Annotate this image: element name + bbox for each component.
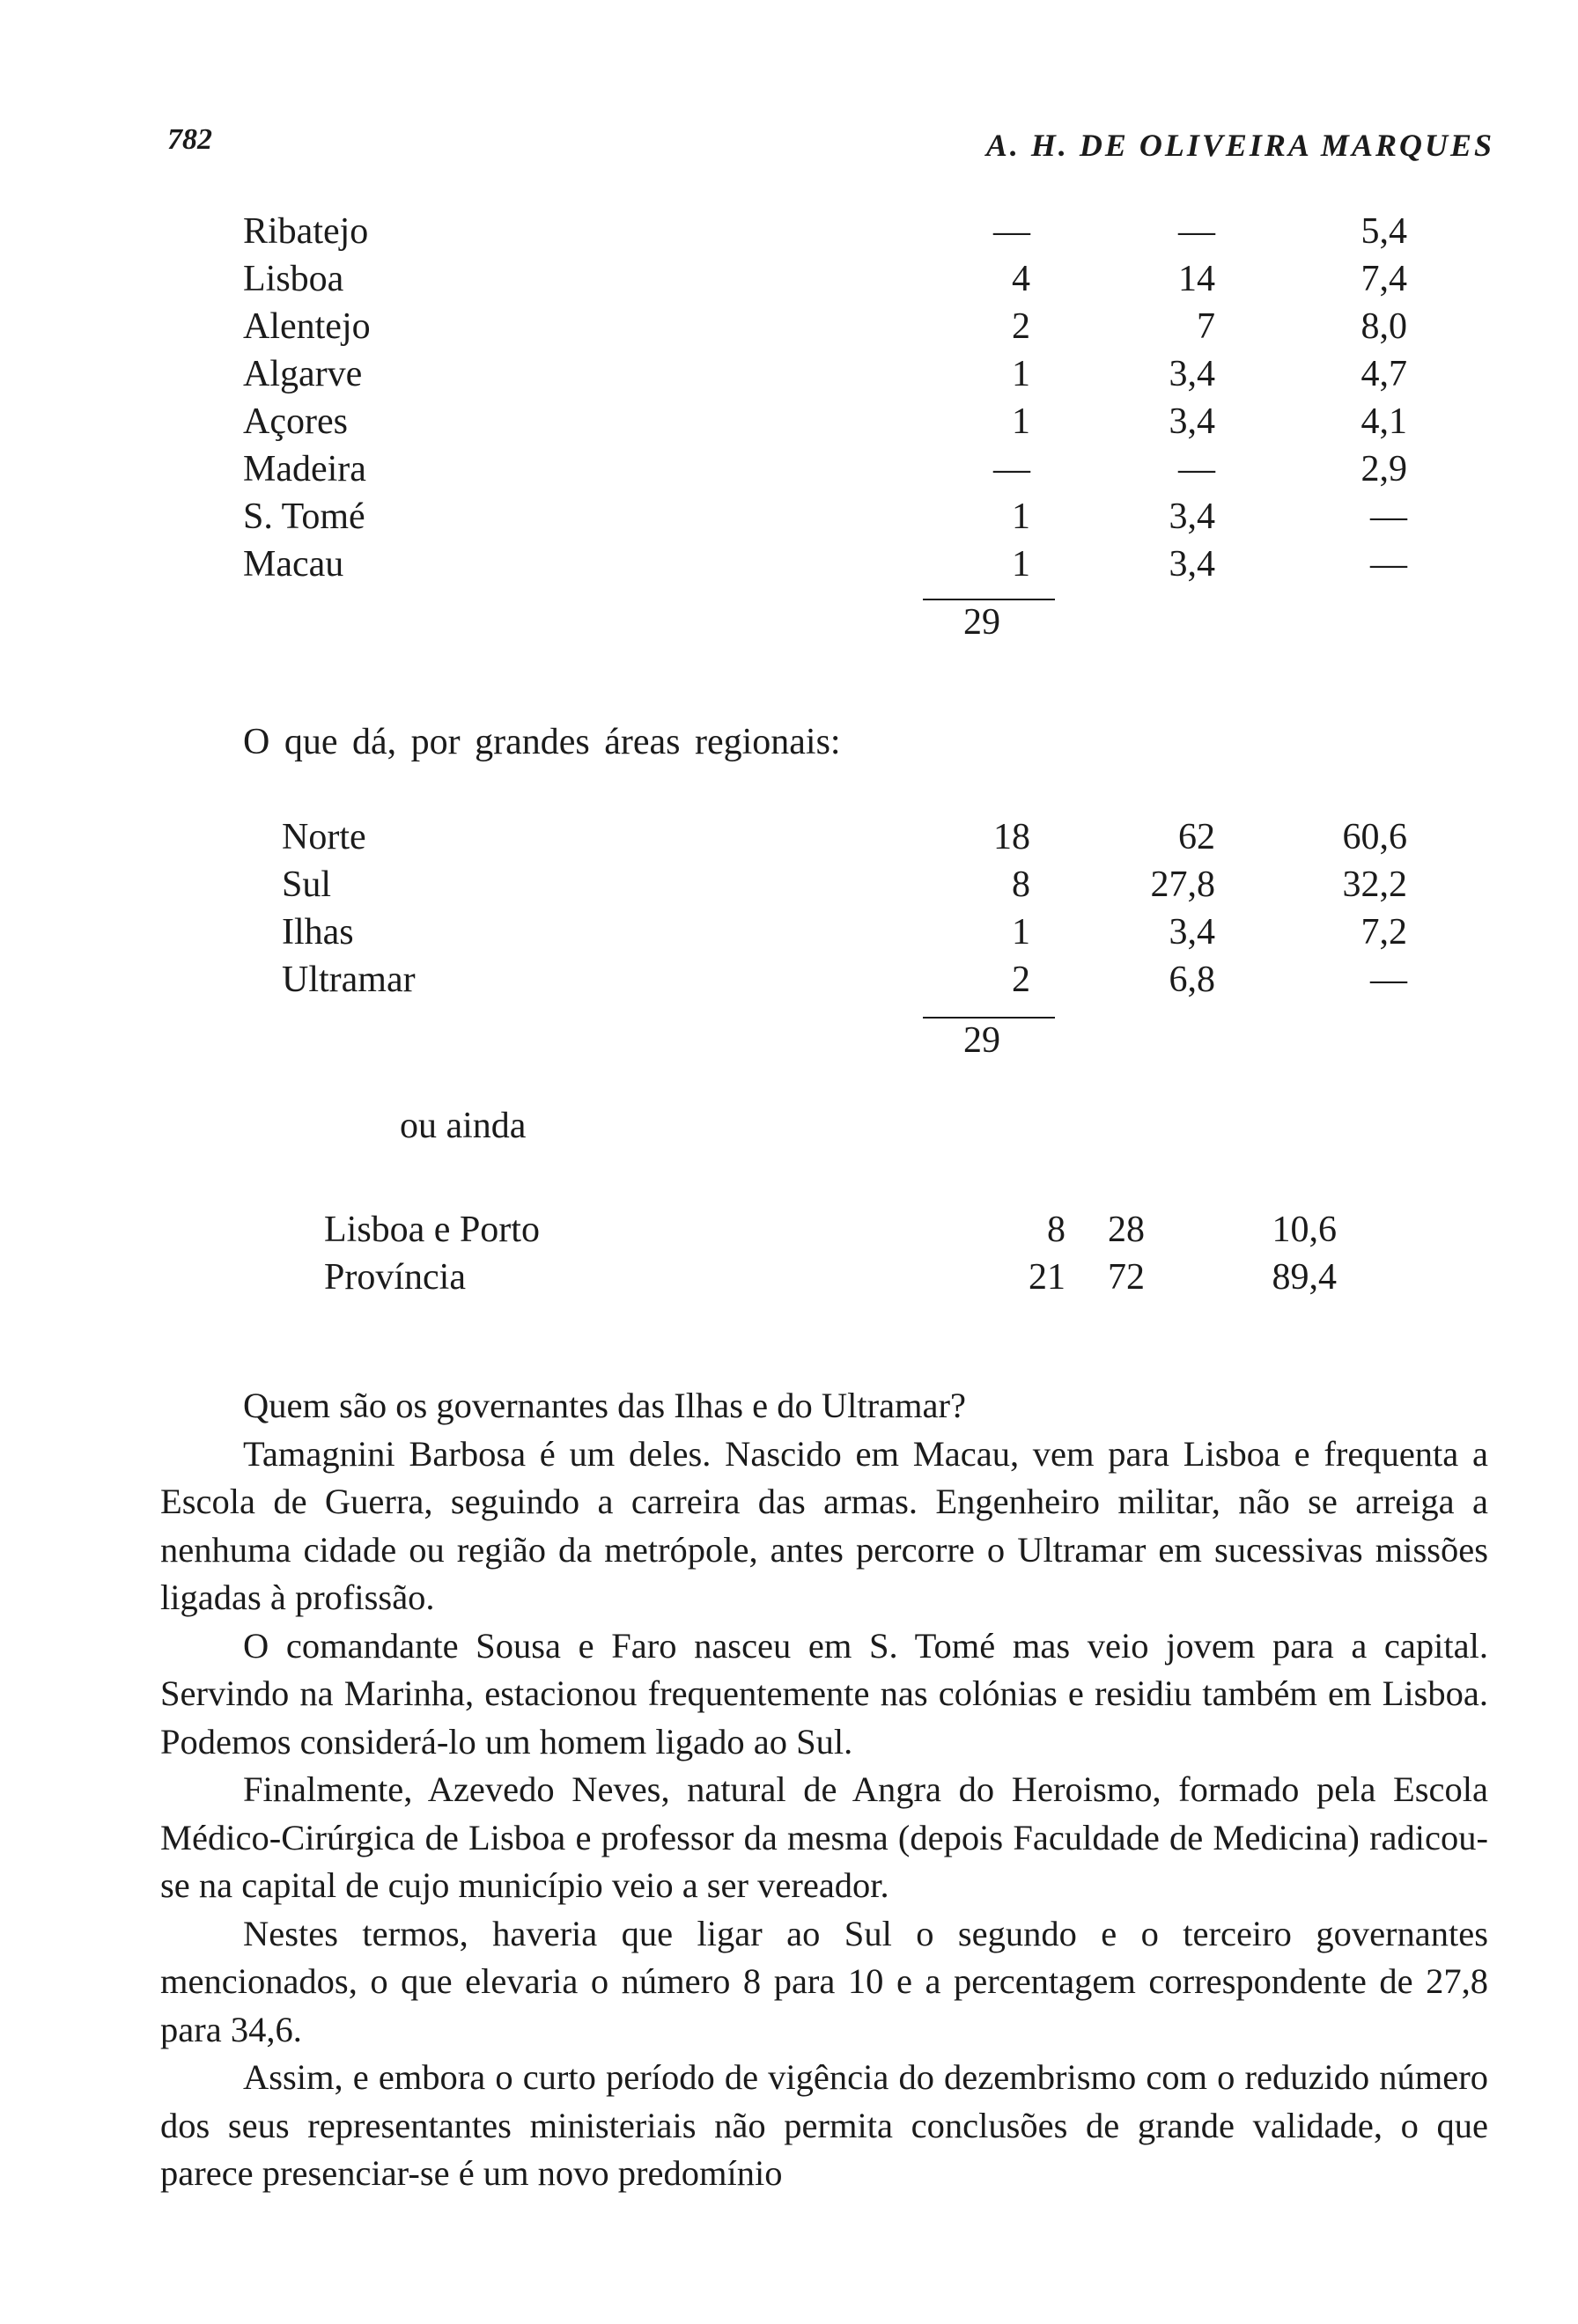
row-label: Ribatejo <box>243 211 369 252</box>
table-row <box>0 208 1578 255</box>
row-percentage: — <box>1178 449 1215 489</box>
row-count: 1 <box>1012 544 1030 585</box>
paragraph: O comandante Sousa e Faro nasceu em S. Tomé mas veio jovem para a capital. Servindo na Marinha, estacionou frequentemente nas colónias e residiu também em Lisboa. Podemos considerá-lo um homem ligado ao Sul. <box>160 1625 1488 1761</box>
row-reference-percentage: — <box>1370 960 1407 1000</box>
row-label: Açores <box>243 401 348 442</box>
running-head: A. H. DE OLIVEIRA MARQUES <box>985 128 1494 163</box>
table-row <box>0 861 1578 908</box>
row-reference-percentage: 5,4 <box>1360 211 1407 252</box>
paragraph: Quem são os governantes das Ilhas e do Ultramar? <box>243 1386 966 1425</box>
row-label: Norte <box>282 817 366 857</box>
paragraph: Tamagnini Barbosa é um deles. Nascido em Macau, vem para Lisboa e frequenta a Escola de Guerra, seguindo a carreira das armas. Engenheiro militar, não se arreiga a nenhuma cidade ou região da metrópole, antes percorre o Ultramar em sucessivas missões ligadas à profissão. <box>160 1433 1488 1617</box>
row-percentage: 3,4 <box>1169 544 1215 585</box>
row-reference-percentage: 4,1 <box>1360 401 1407 442</box>
row-count: 21 <box>1029 1257 1066 1298</box>
row-percentage: 3,4 <box>1169 912 1215 952</box>
table-row <box>0 255 1578 303</box>
paragraph: Assim, e embora o curto período de vigência do dezembrismo com o reduzido número dos seus representantes ministeriais não permita conclusões de grande validade, o que parece presenciar-se é um novo predomínio <box>160 2057 1488 2193</box>
row-percentage: 3,4 <box>1169 496 1215 537</box>
table-row <box>0 398 1578 445</box>
intro-ou-ainda: ou ainda <box>400 1106 527 1146</box>
row-label: Macau <box>243 544 344 585</box>
row-percentage: 3,4 <box>1169 354 1215 394</box>
row-count: 18 <box>993 817 1030 857</box>
row-reference-percentage: 7,2 <box>1360 912 1407 952</box>
row-percentage: 27,8 <box>1150 864 1215 905</box>
row-count: 1 <box>1012 912 1030 952</box>
row-count: 1 <box>1012 401 1030 442</box>
table-row <box>0 813 1578 861</box>
intro-regional-areas: O que dá, por grandes áreas regionais: <box>243 722 841 762</box>
table-row <box>0 445 1578 493</box>
row-label: Madeira <box>243 449 366 489</box>
row-percentage: 72 <box>1108 1257 1145 1298</box>
row-percentage: 7 <box>1197 306 1215 347</box>
row-count: 1 <box>1012 496 1030 537</box>
row-label: Província <box>324 1257 466 1298</box>
row-count: 8 <box>1012 864 1030 905</box>
row-label: Ilhas <box>282 912 354 952</box>
row-count: 2 <box>1012 306 1030 347</box>
table-row <box>0 1254 1578 1301</box>
table-row <box>0 908 1578 956</box>
table-row <box>0 956 1578 1004</box>
row-reference-percentage: 4,7 <box>1360 354 1407 394</box>
paragraph: Nestes termos, haveria que ligar ao Sul o segundo e o terceiro governantes mencionados, o que elevaria o número 8 para 10 e a percentagem correspondente de 27,8 para 34,6. <box>160 1913 1488 2049</box>
row-reference-percentage: 60,6 <box>1342 817 1407 857</box>
row-percentage: — <box>1178 211 1215 252</box>
body-text <box>160 1382 1488 2198</box>
table-regions-total: 29 <box>963 602 1000 643</box>
table-row <box>0 350 1578 398</box>
row-percentage: 14 <box>1178 259 1215 299</box>
table-row <box>0 541 1578 588</box>
table-row <box>0 1206 1578 1254</box>
row-label: Lisboa e Porto <box>324 1210 540 1250</box>
row-label: Algarve <box>243 354 363 394</box>
row-label: S. Tomé <box>243 496 365 537</box>
row-reference-percentage: 8,0 <box>1360 306 1407 347</box>
table-row <box>0 493 1578 541</box>
row-label: Sul <box>282 864 332 905</box>
row-count: 8 <box>1047 1210 1066 1250</box>
table-areas-total: 29 <box>963 1020 1000 1061</box>
row-reference-percentage: 7,4 <box>1360 259 1407 299</box>
row-count: — <box>993 211 1030 252</box>
paragraph: Finalmente, Azevedo Neves, natural de Angra do Heroismo, formado pela Escola Médico-Cirúrgica de Lisboa e professor da mesma (depois Faculdade de Medicina) radicou-se na capital de cujo município veio a ser vereador. <box>160 1769 1488 1905</box>
row-count: — <box>993 449 1030 489</box>
row-count: 2 <box>1012 960 1030 1000</box>
row-percentage: 62 <box>1178 817 1215 857</box>
page-number: 782 <box>167 123 212 156</box>
row-percentage: 6,8 <box>1169 960 1215 1000</box>
row-count: 4 <box>1012 259 1030 299</box>
row-label: Alentejo <box>243 306 371 347</box>
row-reference-percentage: 89,4 <box>1272 1257 1337 1298</box>
row-reference-percentage: — <box>1370 544 1407 585</box>
row-reference-percentage: — <box>1370 496 1407 537</box>
row-reference-percentage: 32,2 <box>1342 864 1407 905</box>
row-label: Ultramar <box>282 960 416 1000</box>
row-count: 1 <box>1012 354 1030 394</box>
row-reference-percentage: 10,6 <box>1272 1210 1337 1250</box>
row-label: Lisboa <box>243 259 344 299</box>
row-reference-percentage: 2,9 <box>1360 449 1407 489</box>
table-row <box>0 303 1578 350</box>
row-percentage: 28 <box>1108 1210 1145 1250</box>
row-percentage: 3,4 <box>1169 401 1215 442</box>
